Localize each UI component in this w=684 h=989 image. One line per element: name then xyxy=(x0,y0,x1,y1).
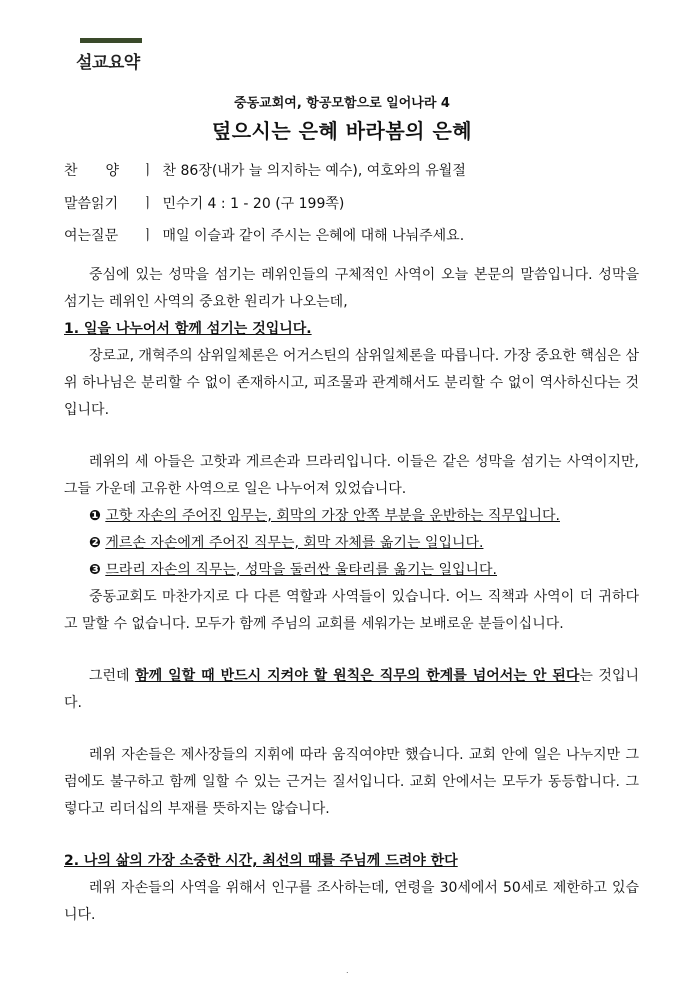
reading-value: 민수기 4 : 1 - 20 (구 199쪽) xyxy=(162,196,345,212)
heading-2: 2. 나의 삶의 가장 소중한 시간, 최선의 때를 주님께 드려야 한다 xyxy=(64,853,458,869)
hymn-label: 찬 양 xyxy=(64,163,120,179)
number-1-icon: ❶ xyxy=(89,508,101,524)
list-item-text: 므라리 자손의 직무는, 성막을 둘러싼 울타리를 옮기는 일입니다. xyxy=(105,562,497,578)
paragraph-trinity: 장로교, 개혁주의 삼위일체론은 어거스틴의 삼위일체론을 따릅니다. 가장 중요한 핵심은 삼위 하나님은 분리할 수 없이 존재하시고, 피조물과 관계해서도 분리할 수 없이 역사하신다는 것입니다. xyxy=(64,348,639,418)
sermon-body xyxy=(64,262,639,929)
number-3-icon: ❸ xyxy=(89,562,101,578)
question-label: 여는질문 xyxy=(64,228,119,244)
paragraph-levi-sons: 레위의 세 아들은 고핫과 게르손과 므라리입니다. 이들은 같은 성막을 섬기는 사역이지만, 그들 가운데 고유한 사역으로 일은 나누어져 있었습니다. xyxy=(64,454,639,497)
logo-bar xyxy=(80,38,142,43)
heading-1: 1. 일을 나누어서 함께 섬기는 것입니다. xyxy=(64,321,312,337)
intro-paragraph: 중심에 있는 성막을 섬기는 레위인들의 구체적인 사역이 오늘 본문의 말씀입니다. 성막을 섬기는 레위인 사역의 중요한 원리가 나오는데, xyxy=(64,267,639,310)
list-item-text: 게르손 자손에게 주어진 직무는, 회막 자체를 옮기는 일입니다. xyxy=(105,535,484,551)
reading-label: 말씀읽기 xyxy=(64,196,119,212)
logo: 설교요약 xyxy=(76,53,140,73)
paragraph-church-roles: 중동교회도 마찬가지로 다 다른 역할과 사역들이 있습니다. 어느 직책과 사역이 더 귀하다고 말할 수 없습니다. 모두가 함께 주님의 교회를 세워가는 보배로운 분들이십니다. xyxy=(64,589,639,632)
question-value: 매일 이슬과 같이 주시는 은혜에 대해 나눠주세요. xyxy=(162,228,465,244)
separator: ㅣ xyxy=(141,196,155,212)
paragraph-principle: 그런데 함께 일할 때 반드시 지켜야 할 원칙은 직무의 한계를 넘어서는 안 된다는 것입니다. xyxy=(64,668,639,711)
paragraph-order: 레위 자손들은 제사장들의 지휘에 따라 움직여야만 했습니다. 교회 안에 일은 나누지만 그럼에도 불구하고 함께 일할 수 있는 근거는 질서입니다. 교회 안에서는 모두가 동등합니다. 그렇다고 리더십의 부재를 뜻하지는 않습니다. xyxy=(64,747,639,817)
list-item-merari xyxy=(64,557,639,584)
number-2-icon: ❷ xyxy=(89,535,101,551)
list-item-text: 고핫 자손의 주어진 임무는, 회막의 가장 안쪽 부분을 운반하는 직무입니다. xyxy=(105,508,560,524)
list-item-kohath xyxy=(64,503,639,530)
question-row xyxy=(64,225,464,245)
footer-dot: . xyxy=(346,966,349,975)
sermon-series-title: 중동교회여, 항공모함으로 일어나라 4 xyxy=(234,96,450,111)
hymn-value: 찬 86장(내가 늘 의지하는 예수), 여호와의 유월절 xyxy=(162,163,466,179)
separator: ㅣ xyxy=(141,228,155,244)
separator: ㅣ xyxy=(141,163,155,179)
reading-row xyxy=(64,193,344,213)
emphasis-text: 함께 일할 때 반드시 지켜야 할 원칙은 직무의 한계를 넘어서는 안 된다 xyxy=(135,668,580,684)
paragraph-census: 레위 자손들의 사역을 위해서 인구를 조사하는데, 연령을 30세에서 50세로 제한하고 있습니다. xyxy=(64,880,639,923)
list-item-gershon xyxy=(64,530,639,557)
hymn-row xyxy=(64,160,466,180)
page-title: 덮으시는 은혜 바라봄의 은혜 xyxy=(211,119,473,143)
